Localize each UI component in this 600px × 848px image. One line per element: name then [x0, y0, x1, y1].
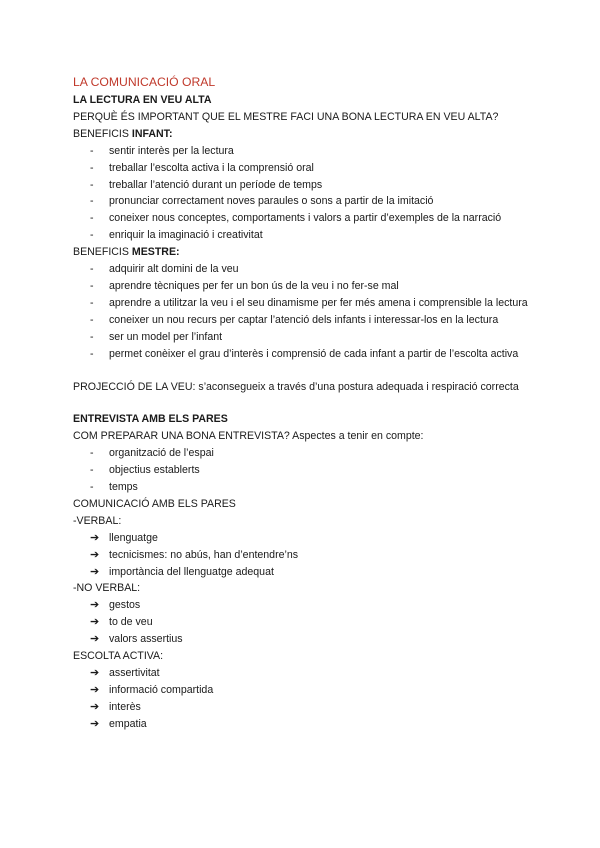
arrow-icon: ➔: [90, 667, 100, 679]
verbal-label: -VERBAL:: [73, 514, 122, 527]
list-item: - organització de l’espai: [73, 445, 529, 462]
section-heading-entrevista: ENTREVISTA AMB ELS PARES: [73, 413, 228, 426]
aspects-list: [73, 445, 529, 496]
beneficis-mestre-heading: [73, 244, 529, 261]
beneficis-infant-heading: [73, 126, 529, 143]
beneficis-prefix: BENEFICIS: [73, 127, 132, 140]
list-item: ➔ empatia: [73, 716, 529, 733]
arrow-icon: ➔: [90, 616, 100, 629]
list-item: ➔ to de veu: [73, 614, 529, 631]
arrow-icon: ➔: [90, 700, 100, 713]
list-item: - treballar l’escolta activa i la comprensió oral: [73, 160, 529, 177]
list-item: - permet conèixer el grau d’interès i comprensió de cada infant a partir de l’escolta activa: [73, 346, 529, 363]
noverbal-list: [73, 597, 529, 648]
infant-label: INFANT:: [131, 127, 173, 140]
question-entrevista: COM PREPARAR UNA BONA ENTREVISTA? Aspectes a tenir en compte:: [73, 430, 424, 443]
arrow-icon: ➔: [90, 633, 100, 646]
list-item: - aprendre tècniques per fer un bon ús de la veu i no fer-se mal: [73, 278, 529, 295]
list-item: - sentir interès per la lectura: [73, 143, 529, 160]
noverbal-label: -NO VERBAL:: [73, 582, 141, 595]
list-item: - coneixer nous conceptes, comportaments i valors a partir d’exemples de la narració: [73, 210, 529, 227]
list-item: - enriquir la imaginació i creativitat: [73, 227, 529, 244]
list-item: ➔ informació compartida: [73, 682, 529, 699]
verbal-list: [73, 530, 529, 581]
list-item: - ser un model per l’infant: [73, 329, 529, 346]
list-item: - aprendre a utilitzar la veu i el seu dinamisme per fer més amena i comprensible la lectura: [73, 295, 529, 312]
arrow-icon: ➔: [90, 531, 100, 544]
list-item: ➔ valors assertius: [73, 631, 529, 648]
mestre-label: MESTRE:: [131, 246, 180, 259]
document-title: LA COMUNICACIÓ ORAL: [73, 75, 216, 89]
escolta-list: [73, 665, 529, 733]
projeccio-veu: PROJECCIÓ DE LA VEU: s’aconsegueix a través d’una postura adequada i respiració correcta: [73, 380, 519, 393]
arrow-icon: ➔: [90, 599, 100, 612]
list-item: ➔ assertivitat: [73, 665, 529, 682]
list-item: ➔ importància del llenguatge adequat: [73, 564, 529, 581]
list-item: - temps: [73, 479, 529, 496]
section-heading-lectura: LA LECTURA EN VEU ALTA: [73, 94, 212, 106]
list-item: ➔ llenguatge: [73, 530, 529, 547]
list-item: - coneixer un nou recurs per captar l’atenció dels infants i interessar-los en la lectura: [73, 312, 529, 329]
list-item: - treballar l’atenció durant un període de temps: [73, 177, 529, 194]
list-item: - adquirir alt domini de la veu: [73, 261, 529, 278]
beneficis-prefix: BENEFICIS: [73, 246, 132, 259]
list-item: - pronunciar correctament noves paraules o sons a partir de la imitació: [73, 193, 529, 210]
infant-benefits-list: [73, 143, 529, 244]
mestre-benefits-list: [73, 261, 529, 362]
arrow-icon: ➔: [90, 683, 100, 696]
arrow-icon: ➔: [90, 717, 100, 730]
list-item: - objectius establerts: [73, 462, 529, 479]
question-lectura: PERQUÈ ÉS IMPORTANT QUE EL MESTRE FACI UNA BONA LECTURA EN VEU ALTA?: [73, 110, 499, 123]
comunicacio-heading: COMUNICACIÓ AMB ELS PARES: [73, 497, 236, 510]
list-item: ➔ tecnicismes: no abús, han d’entendre’ns: [73, 547, 529, 564]
document-page: [73, 74, 529, 733]
list-item: ➔ gestos: [73, 597, 529, 614]
escolta-label: ESCOLTA ACTIVA:: [73, 650, 164, 663]
arrow-icon: ➔: [90, 548, 100, 561]
arrow-icon: ➔: [90, 565, 100, 578]
list-item: ➔ interès: [73, 699, 529, 716]
